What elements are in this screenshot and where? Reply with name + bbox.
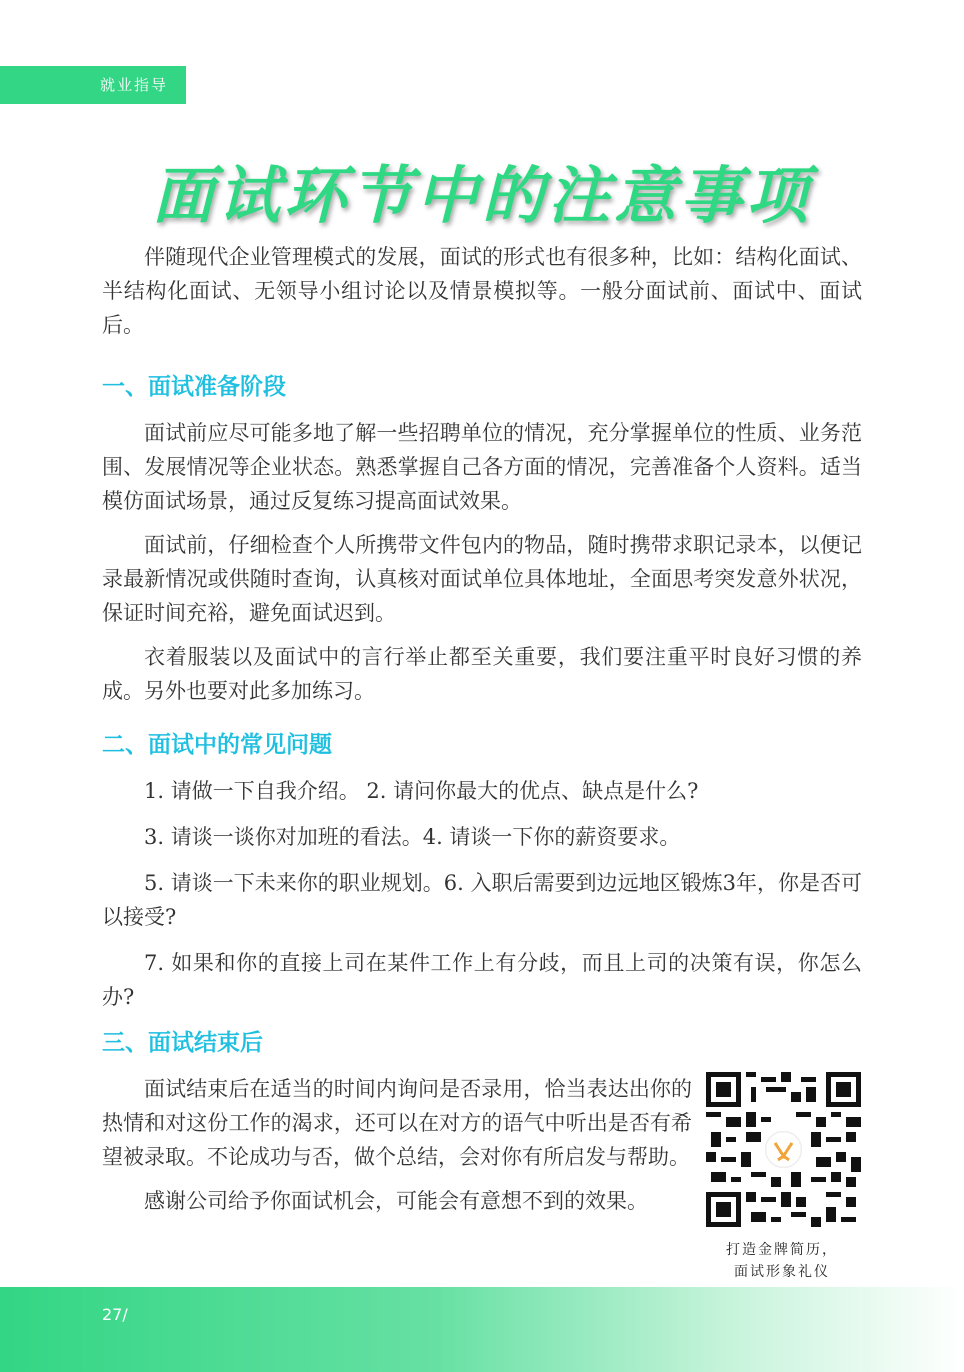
- question-item: 5. 请谈一下未来你的职业规划。6. 入职后需要到边远地区锻炼3年，你是否可以接受?: [102, 871, 862, 929]
- article-body: [102, 240, 862, 1283]
- paragraph: 衣着服装以及面试中的言行举止都至关重要，我们要注重平时良好习惯的养成。另外也要对此多加练习。: [102, 645, 862, 703]
- section-heading-after: 三、面试结束后: [102, 1030, 263, 1056]
- section-heading-preparation: 一、面试准备阶段: [102, 374, 286, 400]
- page-title: 面试环节中的注意事项: [151, 159, 812, 232]
- after-interview-text: [102, 1072, 702, 1283]
- qr-code-block: [702, 1072, 862, 1283]
- question-item: 1. 请做一下自我介绍。 2. 请问你最大的优点、缺点是什么?: [144, 779, 699, 803]
- qr-caption-line: 面试形象礼仪: [734, 1264, 830, 1280]
- paragraph: 面试前，仔细检查个人所携带文件包内的物品，随时携带求职记录本，以便记录最新情况或供随时查询，认真核对面试单位具体地址，全面思考突发意外状况，保证时间充裕，避免面试迟到。: [102, 533, 862, 625]
- question-item: 7. 如果和你的直接上司在某件工作上有分歧，而且上司的决策有误，你怎么办?: [102, 951, 862, 1009]
- paragraph: 感谢公司给予你面试机会，可能会有意想不到的效果。: [144, 1189, 648, 1213]
- qr-caption: [702, 1239, 862, 1283]
- page-number: 27/: [102, 1305, 128, 1324]
- section-heading-questions: 二、面试中的常见问题: [102, 732, 332, 758]
- paragraph: 面试结束后在适当的时间内询问是否录用，恰当表达出你的热情和对这份工作的渴求，还可以在对方的语气中听出是否有希望被录取。不论成功与否，做个总结，会对你有所启发与帮助。: [102, 1077, 692, 1169]
- paragraph: 面试前应尽可能多地了解一些招聘单位的情况，充分掌握单位的性质、业务范围、发展情况等企业状态。熟悉掌握自己各方面的情况，完善准备个人资料。适当模仿面试场景，通过反复练习提高面试效果。: [102, 421, 862, 513]
- qr-code-image[interactable]: [706, 1072, 861, 1227]
- after-interview-block: [102, 1072, 862, 1283]
- question-item: 3. 请谈一谈你对加班的看法。4. 请谈一下你的薪资要求。: [144, 825, 681, 849]
- footer-band: [0, 1287, 964, 1372]
- qr-caption-line: 打造金牌简历，: [726, 1242, 838, 1258]
- intro-paragraph: 伴随现代企业管理模式的发展，面试的形式也有很多种，比如：结构化面试、半结构化面试、无领导小组讨论以及情景模拟等。一般分面试前、面试中、面试后。: [102, 245, 862, 337]
- section-tag: 就业指导: [0, 66, 186, 104]
